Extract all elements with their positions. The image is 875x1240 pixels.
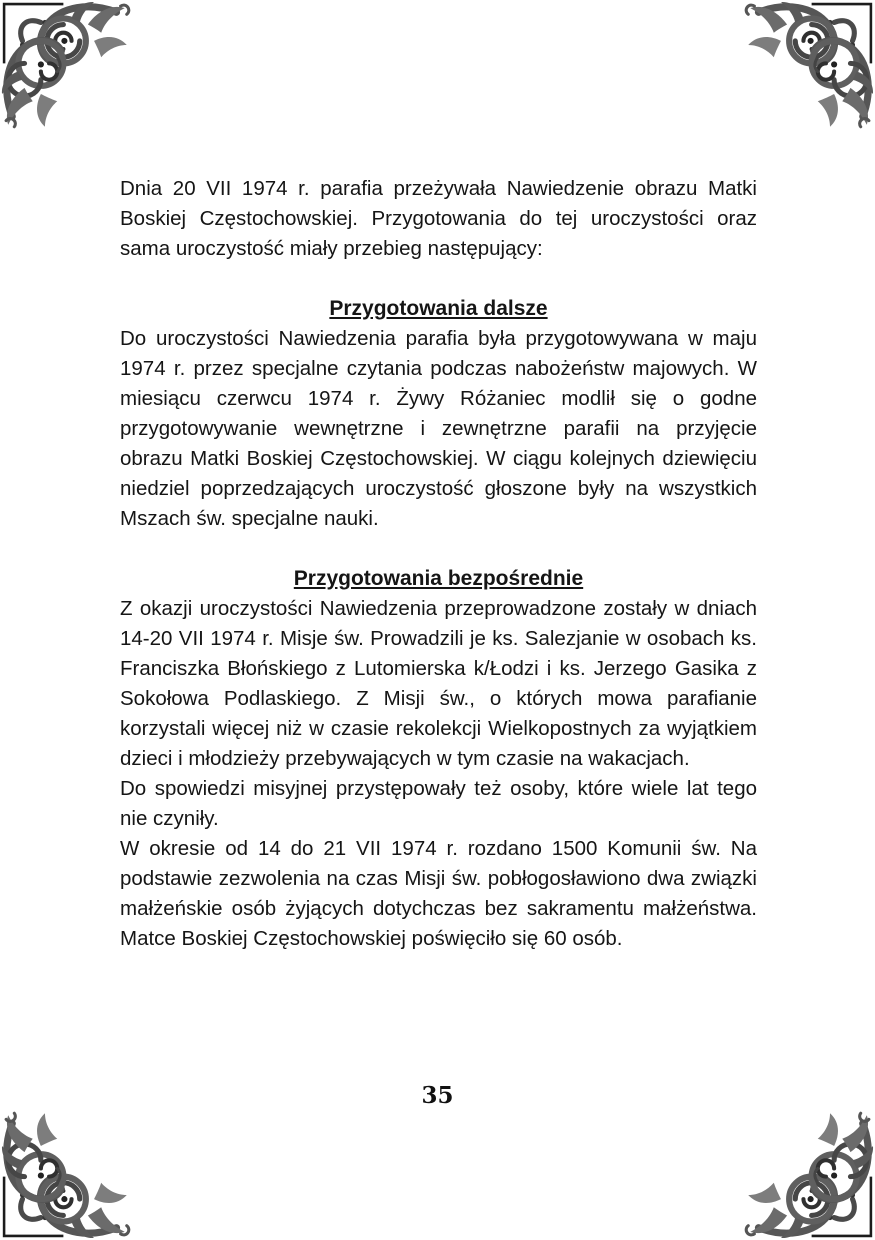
corner-ornament-top-right [737, 0, 875, 138]
page-content [120, 174, 757, 954]
section-heading-przygotowania-bezposrednie: Przygotowania bezpośrednie [293, 567, 584, 590]
paragraph: Do spowiedzi misyjnej przystępowały też osoby, które wiele lat tego nie czyniły. [120, 777, 757, 830]
baroque-flourish-icon [0, 0, 138, 138]
corner-ornament-bottom-left [0, 1102, 138, 1240]
corner-ornament-bottom-right [737, 1102, 875, 1240]
section-heading-przygotowania-dalsze: Przygotowania dalsze [329, 297, 548, 320]
baroque-flourish-icon [737, 1102, 875, 1240]
page-number: 35 [421, 1082, 454, 1109]
paragraph: W okresie od 14 do 21 VII 1974 r. rozdano 1500 Komunii św. Na podstawie zezwolenia na czas Misji św. pobłogosławiono dwa związki małżeńskie osób żyjących dotychczas bez sakramentu małżeństwa. Matce Boskiej Częstochowskiej poświęciło się 60 osób. [120, 837, 757, 950]
paragraph: Z okazji uroczystości Nawiedzenia przeprowadzone zostały w dniach 14-20 VII 1974 r. Misje św. Prowadzili je ks. Salezjanie w osobach ks. Franciszka Błońskiego z Lutomierska k/Łodzi i ks. Jerzego Gasika z Sokołowa Podlaskiego. Z Misji św., o których mowa parafianie korzystali więcej niż w czasie rekolekcji Wielkopostnych za wyjątkiem dzieci i młodzieży przebywających w tym czasie na wakacjach. [120, 597, 757, 770]
baroque-flourish-icon [737, 0, 875, 138]
intro-paragraph: Dnia 20 VII 1974 r. parafia przeżywała Nawiedzenie obrazu Matki Boskiej Częstochowskiej. Przygotowania do tej uroczystości oraz sama uroczystość miały przebieg następujący: [120, 177, 757, 260]
corner-ornament-top-left [0, 0, 138, 138]
baroque-flourish-icon [0, 1102, 138, 1240]
paragraph: Do uroczystości Nawiedzenia parafia była przygotowywana w maju 1974 r. przez specjalne czytania podczas nabożeństw majowych. W miesiącu czerwcu 1974 r. Żywy Różaniec modlił się o godne przygotowywanie wewnętrzne i zewnętrzne parafii na przyjęcie obrazu Matki Boskiej Częstochowskiej. W ciągu kolejnych dziewięciu niedziel poprzedzających uroczystość głoszone były na wszystkich Mszach św. specjalne nauki. [120, 327, 757, 530]
